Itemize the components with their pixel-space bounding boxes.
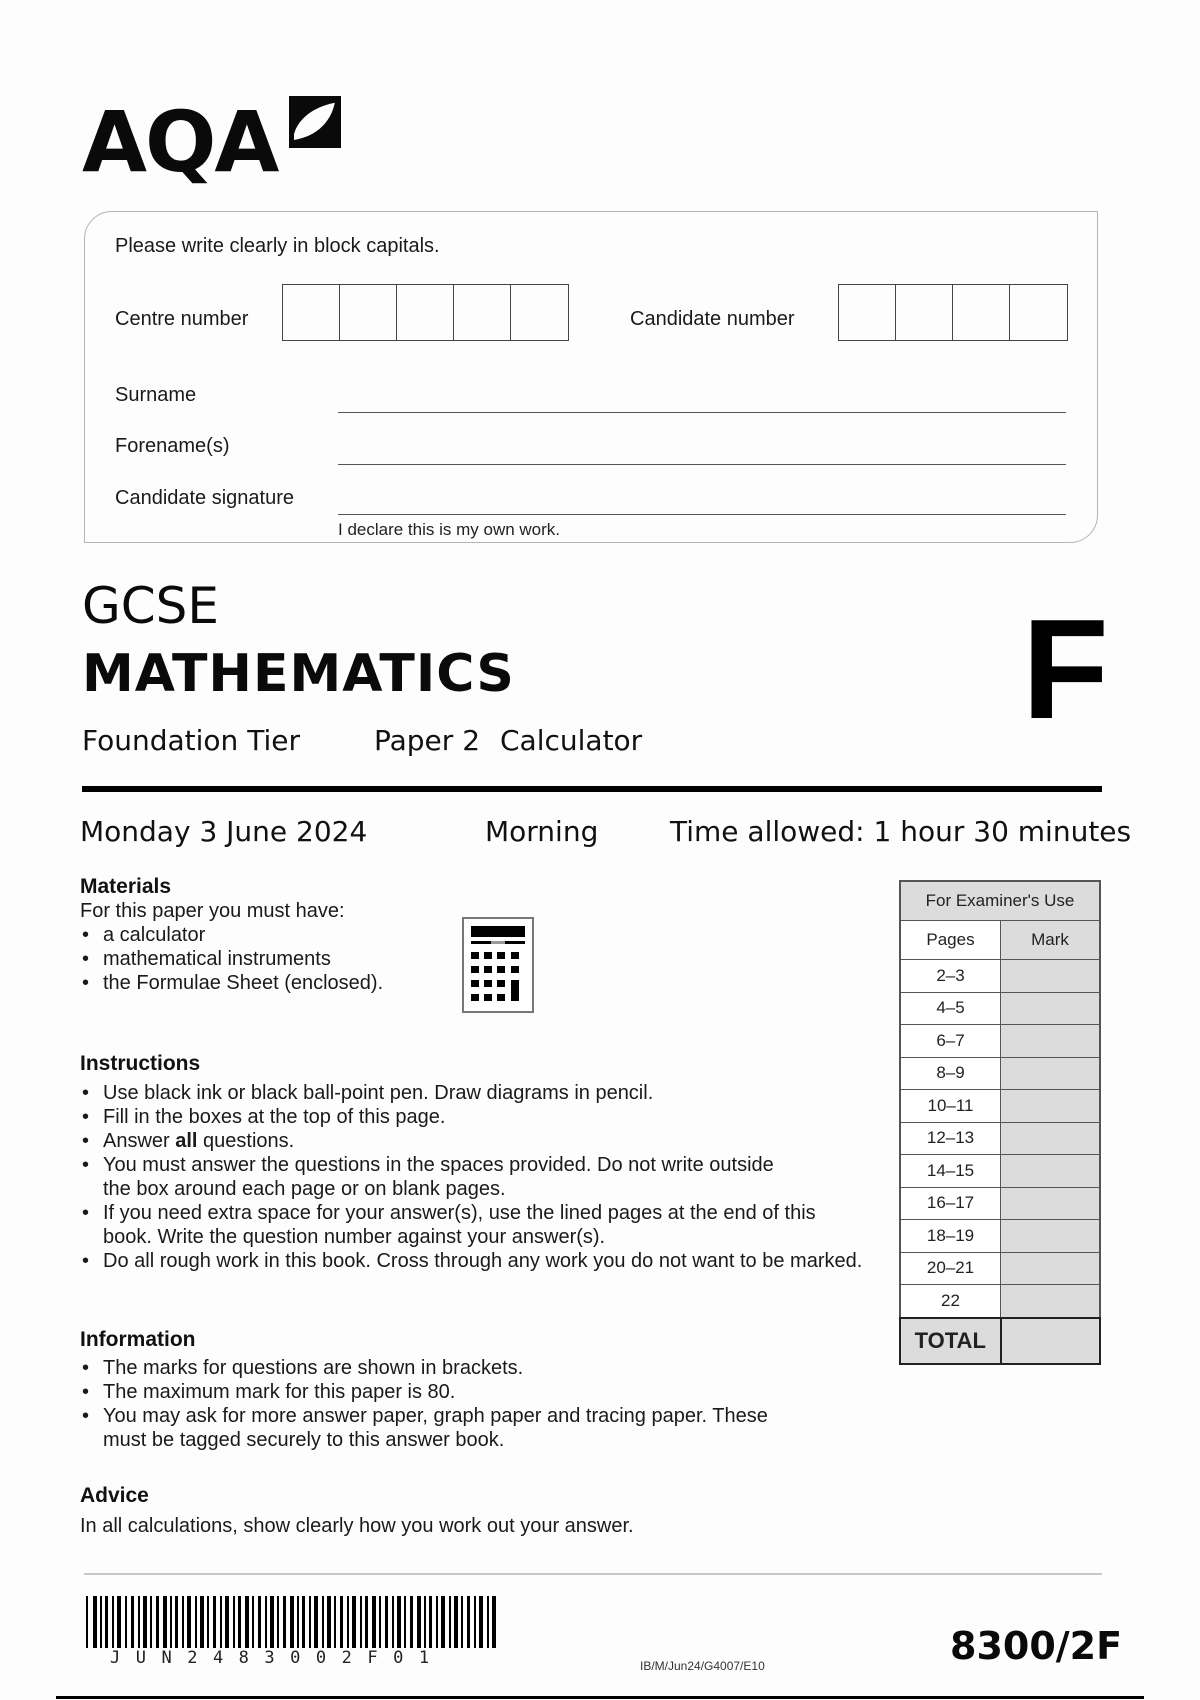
surname-label: Surname	[115, 384, 197, 406]
materials-item: • the Formulae Sheet (enclosed).	[80, 971, 480, 995]
logo-text: AQA	[82, 93, 278, 191]
pages-cell: 6–7	[900, 1025, 1001, 1058]
mark-cell	[1001, 1187, 1101, 1220]
table-row	[900, 1252, 1100, 1285]
centre-number-digit-5[interactable]	[511, 285, 568, 340]
centre-number-digit-4[interactable]	[454, 285, 511, 340]
instruction-item: • If you need extra space for your answer(s), use the lined pages at the end of this book. Write the question number against your answer(s).	[80, 1201, 860, 1249]
aqa-logo	[82, 92, 342, 191]
information-item: • The maximum mark for this paper is 80.	[80, 1380, 880, 1404]
forenames-label: Forename(s)	[115, 435, 230, 457]
qualification-title: GCSE	[82, 577, 219, 635]
pages-column-header: Pages	[900, 921, 1001, 960]
exam-session: Morning	[485, 815, 599, 848]
materials-item: • mathematical instruments	[80, 947, 480, 971]
table-row	[900, 1155, 1100, 1188]
table-row	[900, 1285, 1100, 1318]
instructions-section	[80, 1052, 863, 1273]
total-mark-cell	[1001, 1318, 1101, 1364]
aqa-leaf-icon	[285, 92, 345, 152]
surname-field[interactable]	[338, 412, 1066, 413]
table-row	[900, 1025, 1100, 1058]
examiner-table-title: For Examiner's Use	[900, 881, 1100, 921]
mark-cell	[1001, 1285, 1101, 1318]
signature-label: Candidate signature	[115, 487, 295, 509]
paper-type: Calculator	[500, 724, 643, 757]
reference-code: IB/M/Jun24/G4007/E10	[640, 1659, 765, 1673]
forenames-field[interactable]	[338, 464, 1066, 465]
mark-cell	[1001, 1122, 1101, 1155]
instructions-heading: Instructions	[80, 1052, 201, 1075]
page-bottom-rule	[56, 1696, 1144, 1699]
pages-cell: 8–9	[900, 1057, 1001, 1090]
table-row	[900, 1187, 1100, 1220]
advice-section	[80, 1484, 880, 1538]
block-capitals-instruction: Please write clearly in block capitals.	[115, 235, 440, 257]
mark-cell	[1001, 992, 1101, 1025]
materials-section	[80, 875, 480, 995]
mark-cell	[1001, 1057, 1101, 1090]
candidate-number-digit-2[interactable]	[896, 285, 953, 340]
centre-number-digit-1[interactable]	[283, 285, 340, 340]
candidate-details-box	[84, 211, 1098, 543]
declaration-text: I declare this is my own work.	[338, 520, 561, 539]
table-row	[900, 1122, 1100, 1155]
table-row	[900, 992, 1100, 1025]
instruction-item: • Answer all questions.	[80, 1129, 860, 1153]
mark-cell	[1001, 960, 1101, 993]
mark-cell	[1001, 1155, 1101, 1188]
signature-field[interactable]	[338, 514, 1066, 515]
centre-number-digit-2[interactable]	[340, 285, 397, 340]
footer-divider	[84, 1573, 1102, 1575]
materials-item: • a calculator	[80, 923, 480, 947]
mark-cell	[1001, 1025, 1101, 1058]
time-allowed: Time allowed: 1 hour 30 minutes	[670, 815, 1132, 848]
mark-cell	[1001, 1252, 1101, 1285]
candidate-number-label: Candidate number	[630, 308, 795, 330]
tier-letter: F	[1022, 590, 1109, 749]
instruction-item: • Do all rough work in this book. Cross through any work you do not want to be marked.	[80, 1249, 883, 1273]
total-label: TOTAL	[900, 1318, 1001, 1364]
mark-cell	[1001, 1220, 1101, 1253]
candidate-number-digit-1[interactable]	[839, 285, 896, 340]
pages-cell: 12–13	[900, 1122, 1001, 1155]
materials-heading: Materials	[80, 875, 172, 898]
information-section	[80, 1328, 880, 1452]
instruction-item: • Fill in the boxes at the top of this page.	[80, 1105, 860, 1129]
table-row	[900, 1220, 1100, 1253]
pages-cell: 16–17	[900, 1187, 1001, 1220]
barcode	[86, 1596, 498, 1648]
mark-cell	[1001, 1090, 1101, 1123]
candidate-number-digit-3[interactable]	[953, 285, 1010, 340]
candidate-number-boxes	[838, 284, 1068, 341]
centre-number-label: Centre number	[115, 308, 249, 330]
centre-number-boxes	[282, 284, 569, 341]
advice-heading: Advice	[80, 1484, 149, 1507]
pages-cell: 22	[900, 1285, 1001, 1318]
pages-cell: 20–21	[900, 1252, 1001, 1285]
table-row	[900, 1057, 1100, 1090]
information-heading: Information	[80, 1328, 196, 1351]
exam-date: Monday 3 June 2024	[80, 815, 368, 848]
information-item: • The marks for questions are shown in brackets.	[80, 1356, 880, 1380]
information-item: • You may ask for more answer paper, graph paper and tracing paper. These must be tagged securely to this answer book.	[80, 1404, 803, 1452]
title-divider	[82, 786, 1102, 792]
candidate-number-digit-4[interactable]	[1010, 285, 1067, 340]
pages-cell: 2–3	[900, 960, 1001, 993]
subject-title: MATHEMATICS	[82, 644, 515, 704]
tier-label: Foundation Tier	[82, 724, 300, 757]
pages-cell: 14–15	[900, 1155, 1001, 1188]
pages-cell: 4–5	[900, 992, 1001, 1025]
pages-cell: 10–11	[900, 1090, 1001, 1123]
instruction-item: • Use black ink or black ball-point pen. Draw diagrams in pencil.	[80, 1081, 860, 1105]
centre-number-digit-3[interactable]	[397, 285, 454, 340]
table-row	[900, 960, 1100, 993]
instruction-item: • You must answer the questions in the spaces provided. Do not write outside the box around each page or on blank pages.	[80, 1153, 793, 1201]
barcode-text: JUN2483002F01	[110, 1648, 445, 1668]
materials-intro: For this paper you must have:	[80, 900, 345, 922]
paper-number: Paper 2	[374, 724, 481, 757]
examiner-use-table	[899, 880, 1101, 1365]
paper-code: 8300/2F	[950, 1624, 1123, 1668]
table-row	[900, 1090, 1100, 1123]
advice-text: In all calculations, show clearly how you work out your answer.	[80, 1515, 634, 1537]
mark-column-header: Mark	[1001, 921, 1101, 960]
total-row	[900, 1318, 1100, 1364]
pages-cell: 18–19	[900, 1220, 1001, 1253]
calculator-icon	[462, 917, 534, 1018]
